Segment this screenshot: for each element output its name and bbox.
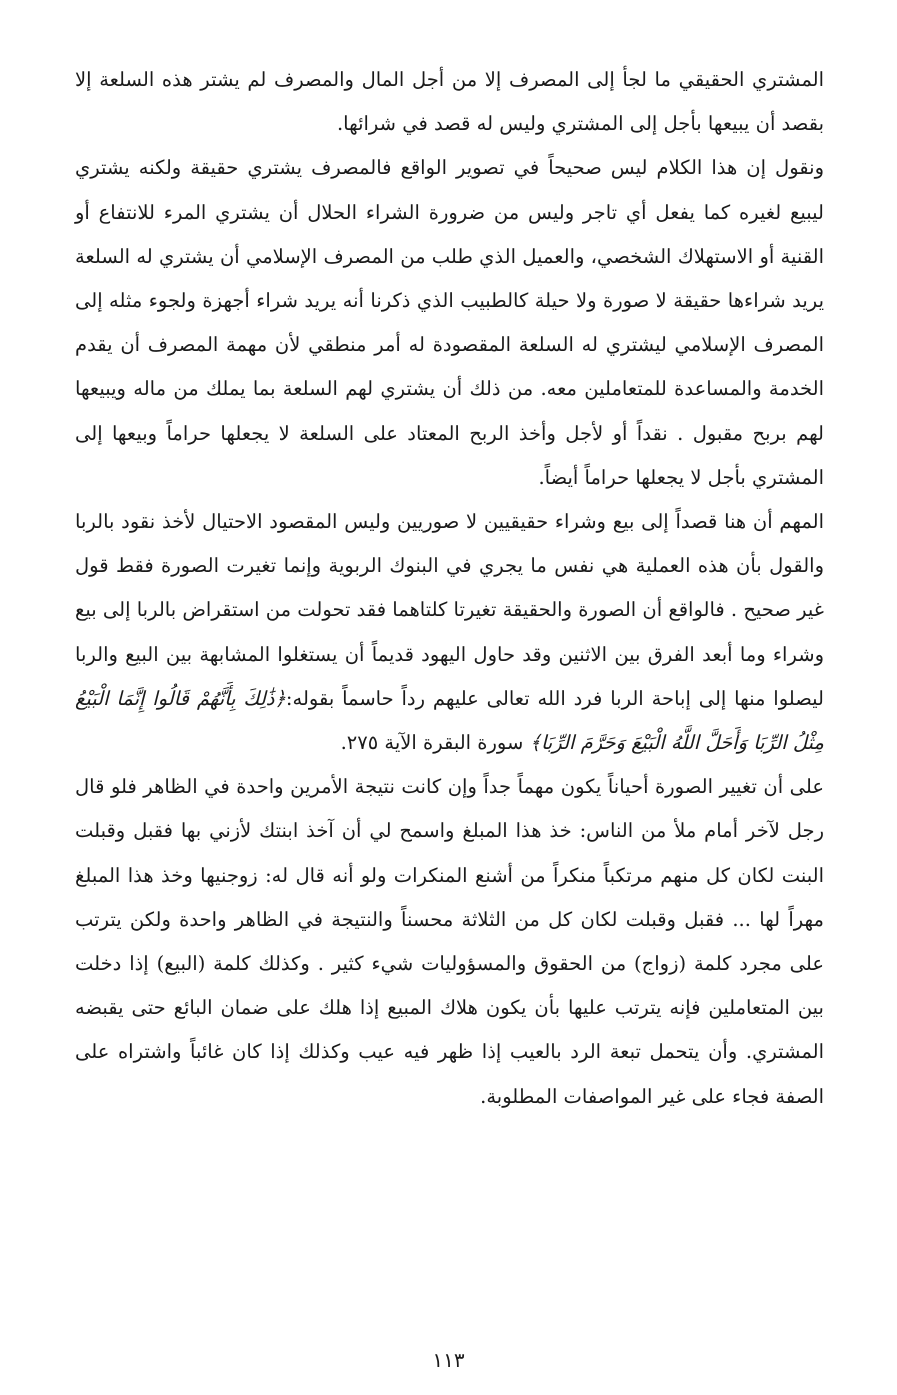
page-number: ١١٣ xyxy=(432,1348,465,1372)
quran-verse: ﴿ذَٰلِكَ بِأَنَّهُمْ قَالُوا إِنَّمَا الْبَيْعُ مِثْلُ الرِّبَا وَأَحَلَّ اللَّهُ الْبَيْعَ وَحَرَّمَ الرِّبَا﴾ xyxy=(75,686,824,755)
paragraph-4: على أن تغيير الصورة أحياناً يكون مهماً جداً وإن كانت نتيجة الأمرين واحدة في الظاهر فلو قال رجل لآخر أمام ملأ من الناس: خذ هذا المبلغ واسمح لي أن آخذ ابنتك لأزني بها فقبل وقبلت البنت لكان كل منهم مرتكباً منكراً من أشنع المنكرات ولو أنه قال له: زوجنيها وخذ هذا المبلغ مهراً لها ... فقبل وقبلت لكان كل من الثلاثة محسناً والنتيجة في الظاهر واحدة ولكن يترتب على مجرد كلمة (زواج) من الحقوق والمسؤوليات شيء كثير . وكذلك كلمة (البيع) إذا دخلت بين المتعاملين فإنه يترتب عليها بأن يكون هلاك المبيع إذا هلك على ضمان البائع حتى يقبضه المشتري. وأن يتحمل تبعة الرد بالعيب إذا ظهر فيه عيب وكذلك إذا كان غائباً واشتراه على الصفة فجاء على غير المواصفات المطلوبة. xyxy=(75,775,824,1108)
paragraph-3 xyxy=(75,500,824,765)
paragraph-2: ونقول إن هذا الكلام ليس صحيحاً في تصوير الواقع فالمصرف يشتري حقيقة ولكنه يشتري ليبيع لغيره كما يفعل أي تاجر وليس من ضرورة الشراء الحلال أن يشتري المرء للانتفاع أو القنية أو الاستهلاك الشخصي، والعميل الذي طلب من المصرف الإسلامي أن يشتري له السلعة يريد شراءها حقيقة لا صورة ولا حيلة كالطبيب الذي ذكرنا أنه يريد شراء أجهزة ولجوء مثله إلى المصرف الإسلامي ليشتري له السلعة المقصودة له أمر منطقي لأن مهمة المصرف أن يقدم الخدمة والمساعدة للمتعاملين معه. من ذلك أن يشتري لهم السلعة بما يملك من ماله ويبيعها لهم بربح مقبول . نقداً أو لأجل وأخذ الربح المعتاد على السلعة لا يجعلها حراماً وبيعها إلى المشتري بأجل لا يجعلها حراماً أيضاً. xyxy=(75,156,824,489)
body-text xyxy=(75,58,824,1119)
paragraph-1: المشتري الحقيقي ما لجأ إلى المصرف إلا من أجل المال والمصرف لم يشتر هذه السلعة إلا بقصد أن يبيعها بأجل إلى المشتري وليس له قصد في شرائها. xyxy=(75,68,824,136)
paragraph-3-text: المهم أن هنا قصداً إلى بيع وشراء حقيقيين لا صوريين وليس المقصود الاحتيال لأخذ نقود بالربا والقول بأن هذه العملية هي نفس ما يجري في البنوك الربوية وإنما تغيرت الصورة فقط قول غير صحيح . فالواقع أن الصورة والحقيقة تغيرتا كلتاهما فقد تحولت من استقراض بالربا إلى بيع وشراء وما أبعد الفرق بين الاثنين وقد حاول اليهود قديماً أن يستغلوا المشابهة بين البيع والربا ليصلوا منها إلى إباحة الربا فرد الله تعالى عليهم رداً حاسماً بقوله: xyxy=(75,510,824,710)
paragraph-3-citation: سورة البقرة الآية ٢٧٥. xyxy=(340,731,530,755)
